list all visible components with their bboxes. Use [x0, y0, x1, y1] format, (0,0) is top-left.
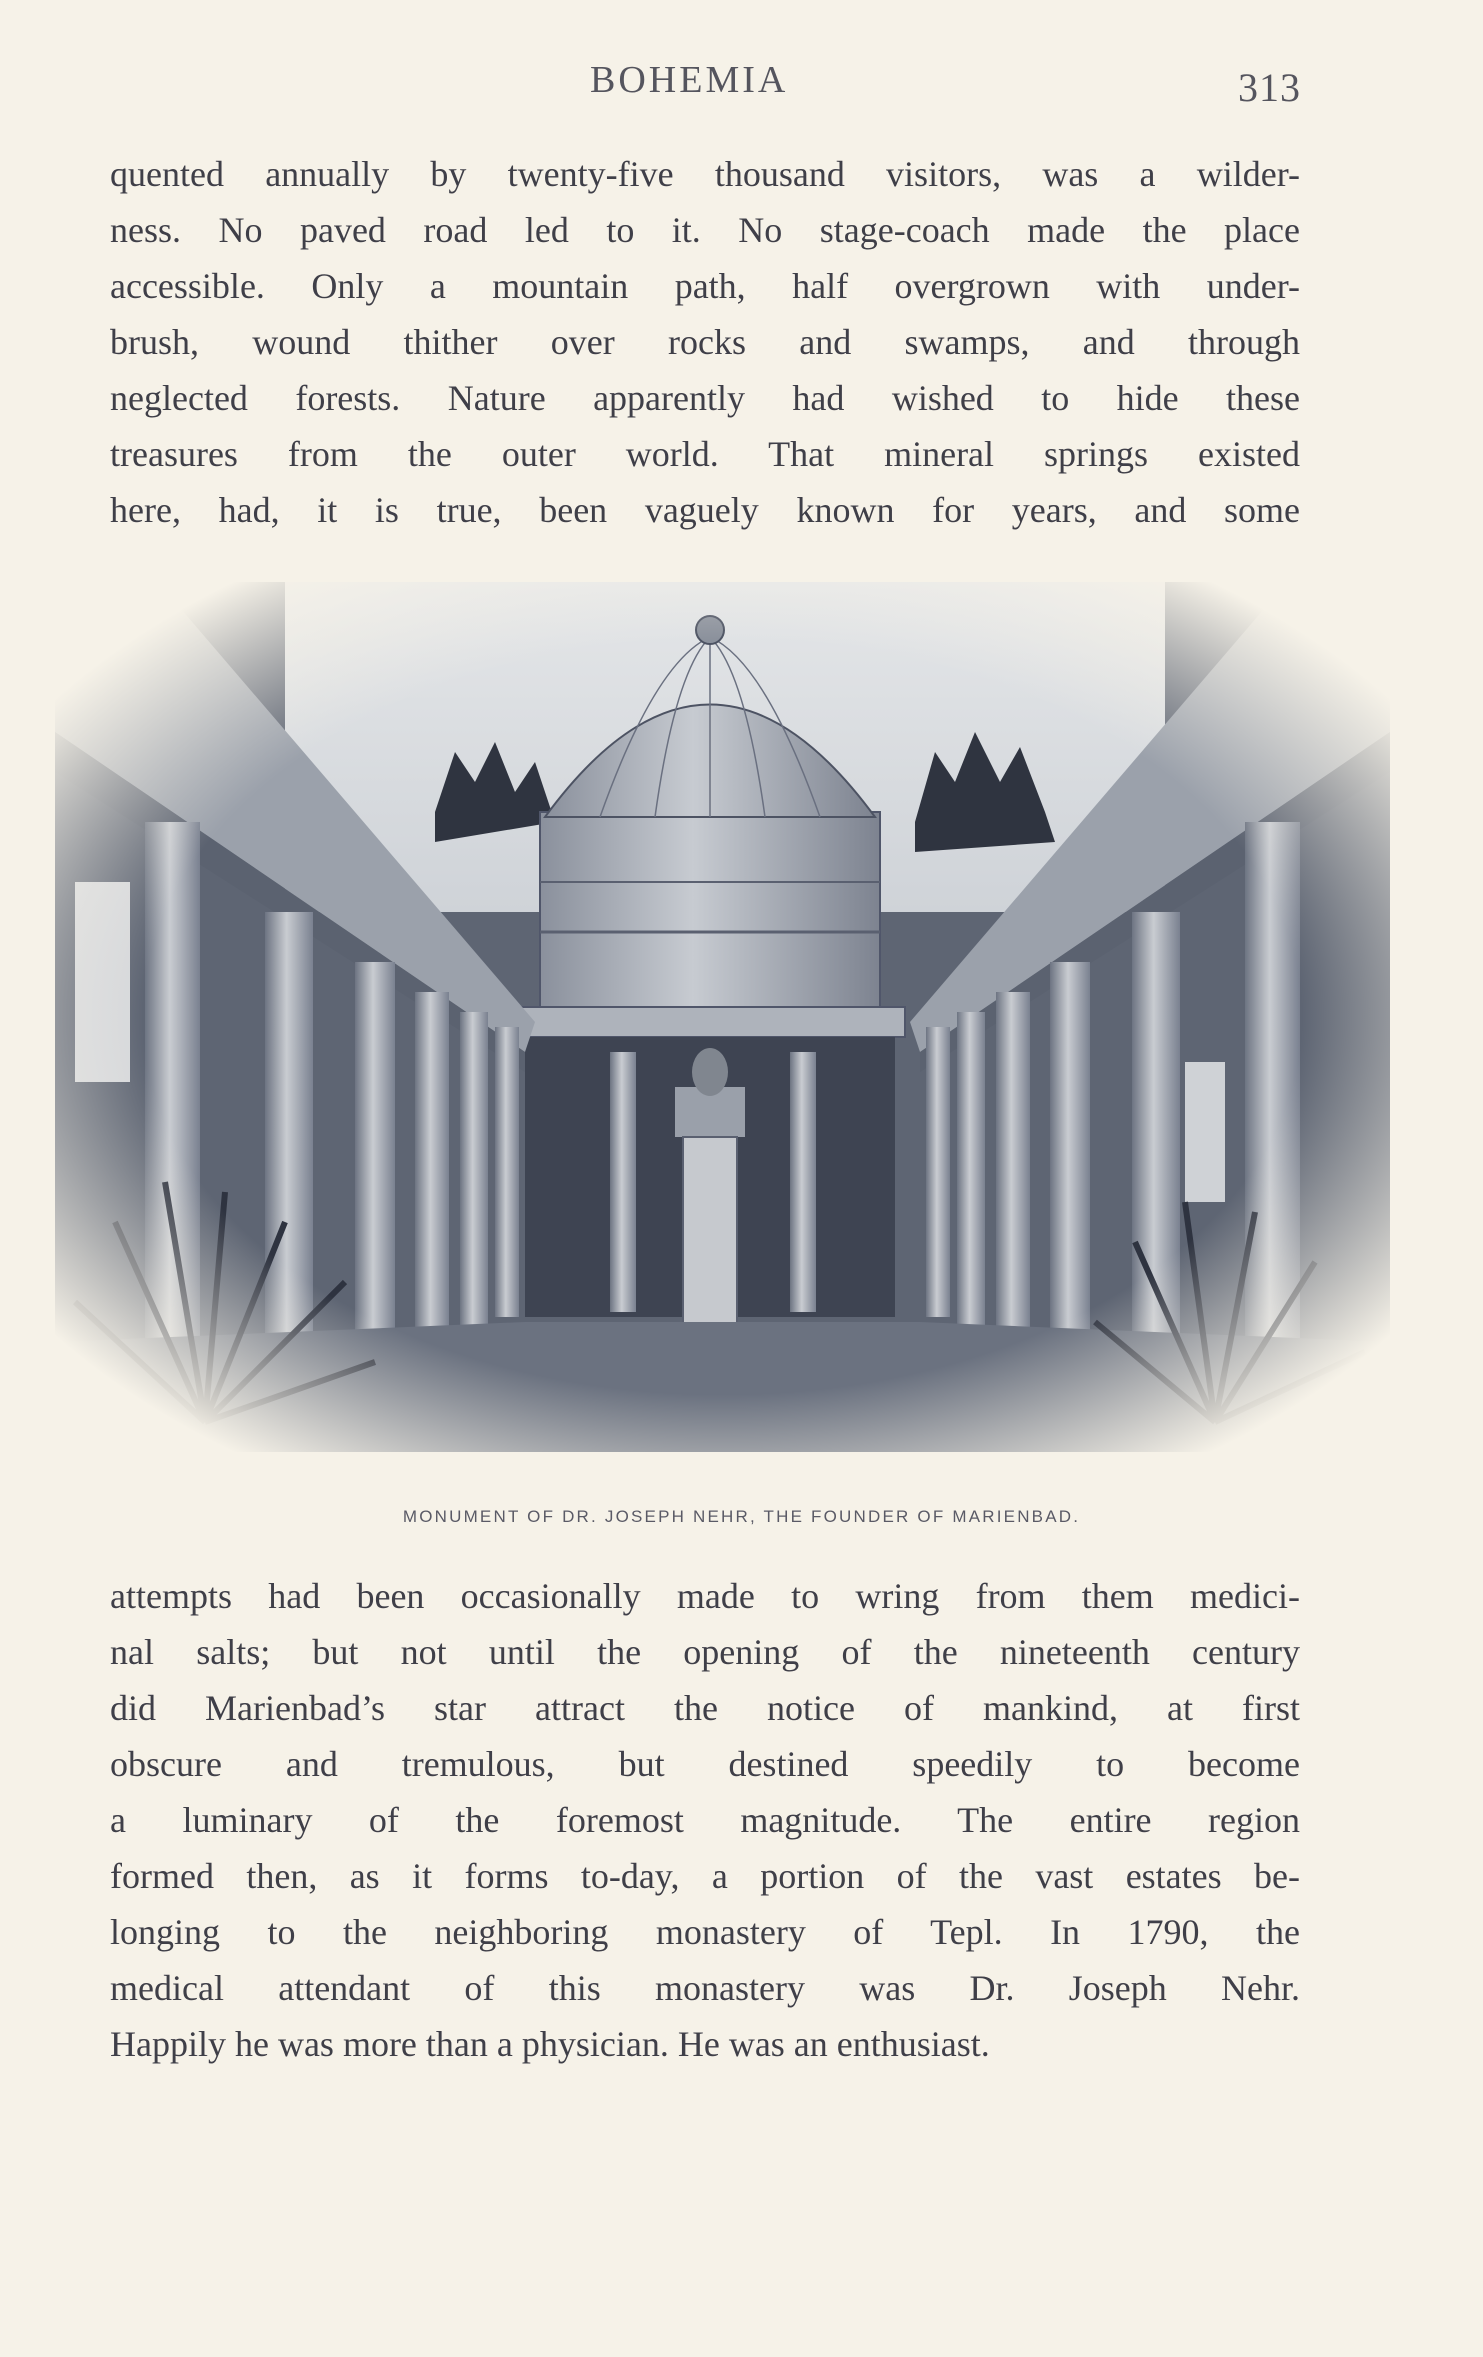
vignette — [55, 582, 1390, 1452]
text-line: a luminary of the foremost magnitude. The entire region — [110, 1800, 1300, 1840]
colonnade-illustration — [55, 582, 1390, 1452]
text-line: attempts had been occasionally made to wring from them medici- — [110, 1576, 1300, 1616]
text-line: nal salts; but not until the opening of the nineteenth century — [110, 1632, 1300, 1672]
text-line: here, had, it is true, been vaguely known for years, and some — [110, 490, 1300, 530]
text-line: Happily he was more than a physician. He was an enthusiast. — [110, 2024, 990, 2064]
text-line: ness. No paved road led to it. No stage-coach made the place — [110, 210, 1300, 250]
text-line: did Marienbad’s star attract the notice of mankind, at first — [110, 1688, 1300, 1728]
running-head — [0, 58, 1483, 108]
text-line: treasures from the outer world. That mineral springs existed — [110, 434, 1300, 474]
figure-caption: MONUMENT OF DR. JOSEPH NEHR, THE FOUNDER OF MARIENBAD. — [402, 1507, 1081, 1526]
text-line: neglected forests. Nature apparently had wished to hide these — [110, 378, 1300, 418]
paragraph-bottom — [110, 1568, 1300, 2072]
running-title: BOHEMIA — [590, 59, 789, 101]
text-line: brush, wound thither over rocks and swamps, and through — [110, 322, 1300, 362]
text-line: formed then, as it forms to-day, a portion of the vast estates be- — [110, 1856, 1300, 1896]
page-number: 313 — [1238, 65, 1301, 110]
text-line: obscure and tremulous, but destined speedily to become — [110, 1744, 1300, 1784]
text-line: medical attendant of this monastery was Dr. Joseph Nehr. — [110, 1968, 1300, 2008]
paragraph-top — [110, 146, 1300, 538]
text-line: quented annually by twenty-five thousand visitors, was a wilder- — [110, 154, 1300, 194]
text-line: longing to the neighboring monastery of Tepl. In 1790, the — [110, 1912, 1300, 1952]
colonnade-engraving — [55, 582, 1390, 1452]
text-line: accessible. Only a mountain path, half overgrown with under- — [110, 266, 1300, 306]
